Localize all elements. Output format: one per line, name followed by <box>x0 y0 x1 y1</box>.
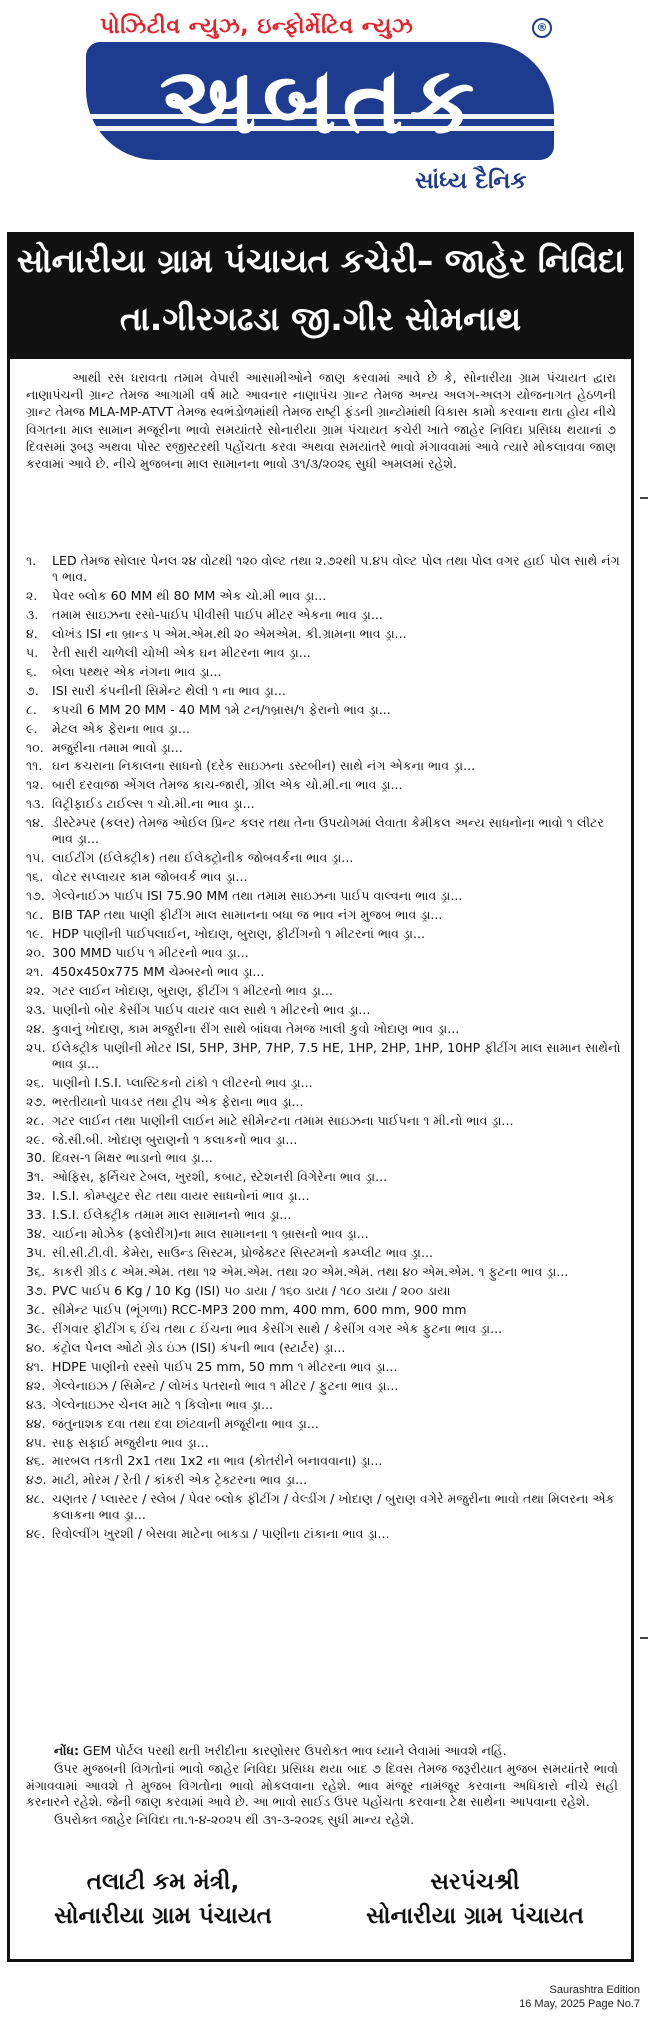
list-item <box>26 1264 626 1280</box>
list-item <box>26 588 626 604</box>
item-number: ૧૯. <box>26 926 44 942</box>
item-number: ૧૨. <box>26 777 44 793</box>
item-text: વિટ્રીફાઈડ ટાઈલ્સ ૧ ચો.મી.ના ભાવ ડ્રા... <box>52 796 255 812</box>
item-text: HDP પાણીની પાઈપલાઈન, ખોદાણ, બુરાણ, ફીટીંગનો ૧ મીટરનાં ભાવ ડ્રા... <box>52 926 426 942</box>
list-item <box>26 850 626 866</box>
list-item <box>26 1150 626 1166</box>
item-number: ૧૭. <box>26 888 45 904</box>
item-number: 3૨. <box>26 1188 46 1204</box>
list-item <box>26 1359 626 1375</box>
list-item <box>26 1283 626 1299</box>
list-item <box>26 1245 626 1261</box>
item-number: 3૮. <box>26 1301 45 1317</box>
list-item <box>26 758 626 774</box>
item-text: 300 MMD પાઈપ ૧ મીટરનો ભાવ ડ્રા... <box>52 945 249 960</box>
item-text: કંટ્રોલ પેનલ ઓટો ગ્રેડ ઇંઝ (ISI) કંપની ભાવ (સ્ટાર્ટર) ડ્રા... <box>52 1339 346 1355</box>
item-number: ૧૬. <box>26 869 44 885</box>
item-text: રીંગવાર ફીટીંગ ૬ ઈંચ તથા ૮ ઈંચના ભાવ કેસીંગ સાથે / કેસીંગ વગર એક ફુટના ભાવ ડ્રા... <box>52 1320 503 1336</box>
item-text: ચણતર / પ્લાસ્ટર / સ્લેબ / પેવર બ્લોક ફીટીંગ / વેલ્ડીંગ / ખોદાણ / બુરાણ વગેરે મજુરીના ભાવો તથા મિલરના એક કલાકના ભાવ ડ્રા... <box>52 1491 615 1523</box>
list-item <box>26 1132 626 1148</box>
item-text: બારી દરવાજા એંગલ તેમજ કાચ-જારી, ગ્રીલ એક ચો.મી.ના ભાવ ડ્રા... <box>52 777 403 793</box>
list-item <box>26 945 626 961</box>
list-item <box>26 721 626 737</box>
item-number: ૭. <box>26 682 39 698</box>
list-item <box>26 777 626 793</box>
list-item <box>26 907 626 923</box>
list-item <box>26 1040 626 1072</box>
item-number: ૪. <box>26 625 38 641</box>
item-number: 30. <box>26 1150 47 1166</box>
list-item <box>26 553 626 585</box>
item-text: કપચી 6 MM 20 MM - 40 MM ૧મે ટન/૧બ્રાસ/૧ ફેરાનો ભાવ ડ્રા... <box>52 701 391 717</box>
item-text: ડીસ્ટેમ્પર (કલર) તેમજ ઓઈલ પ્રિન્ટ કલર તથા તેના ઉપયોગમાં લેવાતા કેમીકલ અન્ય સાધનોના ભાવો ૧ લીટર ભાવ ડ્રા... <box>52 815 604 847</box>
list-item <box>26 1094 626 1110</box>
list-item <box>26 1416 626 1432</box>
item-number: ૪૧. <box>26 1358 44 1374</box>
edition-type: સાંધ્ય દૈનિક <box>415 168 527 194</box>
item-number: ૨. <box>26 588 38 604</box>
item-number: ૧૩. <box>26 796 45 812</box>
item-text: મજુરીના તમામ ભાવો ડ્રા... <box>52 739 183 755</box>
list-item <box>26 1472 626 1488</box>
item-number: ૧. <box>26 553 37 568</box>
item-text: માટી, મોરમ / રેતી / કાંકરી એક ટ્રેક્ટરના ભાવ ડ્રા... <box>52 1472 308 1488</box>
item-number: ૬. <box>26 663 38 679</box>
item-number: ૧૧. <box>26 758 43 774</box>
item-text: 450x450x775 MM ચેમ્બરનો ભાવ ડ્રા... <box>52 963 265 979</box>
list-item <box>26 796 626 812</box>
item-text: HDPE પાણીનો રસ્સો પાઈપ 25 mm, 50 mm ૧ મીટરના ભાવ ડ્રા... <box>52 1358 398 1374</box>
item-text: લોખંડ ISI ના બ્રાન્ડ ૫ એમ.એમ.થી ૨૦ એમએમ. કી.ગ્રામના ભાવ ડ્રા... <box>52 625 407 641</box>
footer-edition: Saurashtra Edition <box>549 1984 640 1996</box>
note-2: ઉપર મુજબની વિગતોનાં ભાવો જાહેર નિવિદા પ્રસિધ્ધ થયા બાદ ૭ દિવસ તેમજ જરૂરીયાત મુજબ સમયાંતરે ભાવો મંગાવવામાં આવશે તે મુજબ વિગતોના ભાવો મોકલવાના રહેશે. ભાવ મંજૂર નામંજૂર કરવાના અધિકારો નીચે સહી કરનારને રહેશે. જેની જાણ કરવામાં આવે છે. આ ભાવો સાઈડ ઉપર પહોંચતા કરવાના ટેક્ષ સાથેના આપવાના રહેશે. <box>26 1760 618 1810</box>
item-text: ISI સારી કંપનીની સિમેન્ટ થેલી ૧ ના ભાવ ડ્રા... <box>52 682 286 698</box>
item-text: તમામ સાઇઝના રસો-પાઈપ પીવીસી પાઈપ મીટર એકના ભાવ ડ્રા... <box>52 606 383 622</box>
list-item <box>26 1226 626 1242</box>
item-number: 33. <box>26 1207 47 1223</box>
item-number: ૫. <box>26 644 39 660</box>
item-text: સાફ સફાઈ મજુરીના ભાવ ડ્રા... <box>52 1434 209 1450</box>
list-item <box>26 1302 626 1318</box>
list-item <box>26 1021 626 1037</box>
note-1 <box>26 1743 618 1760</box>
item-text: ગેલ્વેનાઇઝ / સિમેન્ટ / લોખંડ પતરાનો ભાવ ૧ મીટર / ફુટના ભાવ ડ્રા... <box>52 1377 399 1393</box>
item-number: 3૧. <box>26 1169 45 1185</box>
item-number: ૪૯. <box>26 1526 46 1542</box>
item-text: ગેલ્વેનાઇઝર ચેનલ માટે ૧ કિલોના ભાવ ડ્રા... <box>52 1396 274 1412</box>
list-item <box>26 888 626 904</box>
notice-subtitle: તા.ગીરગઢડા જી.ગીર સોમનાથ <box>119 299 522 338</box>
item-number: ૨૭. <box>26 1093 47 1109</box>
item-number: ૪૮. <box>26 1491 45 1507</box>
item-text: સી.સી.ટી.વી. કેમેરા, સાઉન્ડ સિસ્ટમ, પ્રોજેક્ટર સિસ્ટમનો કમ્પ્લીટ ભાવ ડ્રા... <box>52 1245 434 1261</box>
list-item <box>26 869 626 885</box>
item-number: ૨૯. <box>26 1131 45 1147</box>
item-number: ૨૫. <box>26 1039 46 1055</box>
item-number: ૪૨. <box>26 1377 46 1393</box>
note-3: ઉપરોક્ત જાહેર નિવિદા તા.૧-૪-૨૦૨૫ થી ૩૧-૩-૨૦૨૬ સુધી માન્ય રહેશે. <box>54 1812 415 1828</box>
list-item <box>26 1453 626 1469</box>
list-item <box>26 1491 626 1523</box>
list-item <box>26 683 626 699</box>
item-text: રિવોલ્વીંગ ખુરશી / બેસવા માટેના બાકડા / પાણીના ટાંકાના ભાવ ડ્રા... <box>52 1526 390 1542</box>
list-item <box>26 1435 626 1451</box>
item-number: 3૪. <box>26 1226 46 1242</box>
list-item <box>26 1526 626 1542</box>
item-text: ચાઈના મોઝેક (ફ્લોરીંગ)ના માલ સામાનના ૧ બ્રાસનો ભાવ ડ્રા... <box>52 1226 369 1242</box>
list-item <box>26 1397 626 1413</box>
item-number: ૨૪. <box>26 1020 46 1036</box>
item-text: I.S.I. કોમ્પ્યુટર સેટ તથા વાયર સાધનોનાં ભાવ ડ્રા... <box>52 1188 310 1204</box>
item-number: ૨૩. <box>26 1001 46 1017</box>
notice-intro: આથી રસ ધરાવતા તમામ વેપારી આસામીઓને જાણ કરવામાં આવે છે કે, સોનારીયા ગ્રામ પંચાયત દ્વારા નાણાપંચની ગ્રાન્ટ તેમજ આગામી વર્ષ માટે આવનાર નાણાપંચ ગ્રાન્ટ તેમજ અન્ય અલગ-અલગ યોજનાગત હેઠળની ગ્રાન્ટ તેમજ MLA-MP-ATVT તેમજ સ્વભંડોળમાંથી તેમજ રાષ્ટ્રી ફંડની ગ્રાન્ટોમાંથી વિકાસ કામો કરવાના થતા હોય નીચે વિગતના માલ સામાન મજૂરીના ભાવો સમયાંતરે સોનારીયા ગ્રામ પંચાયત કચેરી ખાતે જાહેર નિવિદા પ્રસિધ્ધ થયાનાં ૭ દિવસમાં રૂબરૂ અથવા પોસ્ટ રજીસ્ટરથી પહોંચતા કરવા અથવા સમયાંતરે ભાવો મંગાવવામાં આવે ત્યારે મોકલાવવા જાણ કરવામાં આવે છે. નીચે મુજબના માલ સામાનના ભાવો ૩૧/૩/૨૦૨૬ સુધી અમલમાં રહેશે. <box>26 370 616 472</box>
list-item <box>26 983 626 999</box>
item-text: જે.સી.બી. ખોદાણ બુરાણનો ૧ કલાકનો ભાવ ડ્રા... <box>52 1131 298 1147</box>
item-number: ૪૬. <box>26 1453 45 1469</box>
item-text: પાણીનો I.S.I. પ્લાસ્ટિકનો ટાંકો ૧ લીટરનો ભાવ ડ્રા... <box>52 1074 313 1090</box>
item-text: I.S.I. ઈલેક્ટ્રીક તમામ માલ સામાનનો ભાવ ડ્રા... <box>52 1207 292 1223</box>
item-number: ૧૦. <box>26 739 44 755</box>
item-text: મેટલ એક ફેરાના ભાવ ડ્રા... <box>52 720 191 736</box>
item-text: લાઈટીંગ (ઈલેક્ટ્રીક) તથા ઈલેક્ટ્રોનીક જોબવર્કના ભાવ ડ્રા... <box>52 850 354 866</box>
item-number: ૪૪. <box>26 1415 46 1431</box>
item-text: ગટર લાઈન ખોદાણ, બુરાણ, ફીટીંગ ૧ મીટરનો ભાવ ડ્રા... <box>52 982 333 998</box>
logo-text: અબતક <box>159 47 481 154</box>
item-text: દિવસ-૧ મિક્ષર ભાડાનો ભાવ ડ્રા... <box>52 1150 213 1166</box>
notice-notes <box>26 1743 618 1830</box>
list-item <box>26 1340 626 1356</box>
list-item <box>26 815 626 847</box>
item-text: પાણીનો બોર કેસીંગ પાઈપ વાયર વાલ સાથે ૧ મીટરનો ભાવ ડ્રા... <box>52 1001 371 1017</box>
list-item <box>26 1188 626 1204</box>
item-number: ૨૬. <box>26 1074 45 1090</box>
list-item <box>26 626 626 642</box>
footer-date-page: 16 May, 2025 Page No.7 <box>519 1998 640 2010</box>
item-number: ૨૮. <box>26 1112 45 1128</box>
item-text: ભરતીયાનો પાવડર તથા ટ્રીપ એક ફેરાના ભાવ ડ્રા... <box>52 1093 304 1109</box>
item-text: મારબલ તકતી 2x1 તથા 1x2 ના ભાવ (કોતરીને બનાવવાના) ડ્રા... <box>52 1453 383 1469</box>
item-number: ૪૭. <box>26 1472 47 1488</box>
item-text: પેવર બ્લોક 60 MM થી 80 MM એક ચો.મી ભાવ ડ્રા... <box>52 588 327 604</box>
masthead-tagline: પોઝિટીવ ન્યુઝ, ઇન્ફોર્મેટિવ ન્યુઝ <box>100 14 414 39</box>
item-text: સીમેન્ટ પાઈપ (ભૂંગળા) RCC-MP3 200 mm, 400 mm, 600 mm, 900 mm <box>52 1301 467 1317</box>
item-text: LED તેમજ સોલાર પેનલ ૨૪ વોટથી ૧૨૦ વોલ્ટ તથા ૨.૭૨થી ૫.૪૫ વોલ્ટ પોલ તથા પોલ વગર હાઈ પોલ સાથે નંગ ૧ ભાવ. <box>52 553 620 585</box>
list-item <box>26 645 626 661</box>
masthead <box>0 0 648 230</box>
item-number: ૪૦. <box>26 1339 46 1355</box>
notice-title-bar <box>10 235 631 359</box>
item-text: ઘન કચરાના નિકાલના સાધનો (દરેક સાઇઝના ડસ્ટબીન) સાથે નંગ એકના ભાવ ડ્રા... <box>52 758 476 774</box>
list-item <box>26 607 626 623</box>
note-1-text: GEM પોર્ટલ પરથી થતી ખરીદીના કારણોસર ઉપરોક્ત ભાવ ધ્યાને લેવામાં આવશે નહિં. <box>82 1743 507 1758</box>
item-number: ૩. <box>26 606 39 622</box>
item-text: કાકરી ગ્રીડ ૮ એમ.એમ. તથા ૧૨ એમ.એમ. તથા ૨૦ એમ.એમ. તથા ૪૦ એમ.એમ. ૧ ફુટના ભાવ ડ્રા... <box>52 1264 569 1280</box>
notice-title: સોનારીયા ગ્રામ પંચાયત કચેરી– જાહેર નિવિદા <box>16 241 625 280</box>
item-number: 3૭. <box>26 1283 47 1299</box>
list-item <box>26 926 626 942</box>
list-item <box>26 1378 626 1394</box>
item-text: જંતુનાશક દવા તથા દવા છાંટવાની મજૂરીના ભાવ ડ્રા... <box>52 1415 319 1431</box>
list-item <box>26 1169 626 1185</box>
signature-talati-org: સોનારીયા ગ્રામ પંચાયત <box>54 1903 272 1929</box>
item-text: ગેલ્વેનાઈઝ પાઈપ ISI 75.90 MM તથા તમામ સાઇઝના પાઈપ વાલ્વના ભાવ ડ્રા... <box>52 888 463 904</box>
list-item <box>26 740 626 756</box>
margin-mark <box>640 497 648 499</box>
list-item <box>26 1113 626 1129</box>
item-number: ૪૫. <box>26 1434 47 1450</box>
signature-talati <box>28 1865 298 1933</box>
signature-talati-title: તલાટી કમ મંત્રી, <box>86 1869 240 1895</box>
item-text: બેલા પથ્થર એક નંગના ભાવ ડ્રા... <box>52 663 222 679</box>
list-item <box>26 1321 626 1337</box>
list-item <box>26 1075 626 1091</box>
margin-mark <box>640 1637 648 1639</box>
page-footer <box>519 1983 640 2011</box>
signature-sarpanch-title: સરપંચશ્રી <box>430 1869 520 1895</box>
item-number: 3૫. <box>26 1245 47 1261</box>
item-text: રેતી સારી ચાળેલી ચોખી એક ઘન મીટરના ભાવ ડ્રા... <box>52 644 311 660</box>
item-text: PVC પાઈપ 6 Kg / 10 Kg (ISI) ૫૦ ડાયા / ૧૬૦ ડાયા / ૧૮૦ ડાયા / ૨૦૦ ડાયા <box>52 1283 451 1299</box>
item-text: ઈલેક્ટ્રીક પાણીની મોટર ISI, 5HP, 3HP, 7HP, 7.5 HE, 1HP, 2HP, 1HP, 10HP ફીટીંગ માલ સામાન સાથેનો ભાવ ડ્રા... <box>52 1039 621 1071</box>
item-text: ગટર લાઈન તથા પાણીની લાઈન માટે સીમેન્ટના તમામ સાઇઝના પાઈપના ૧ મી.નો ભાવ ડ્રા... <box>52 1112 514 1128</box>
list-item <box>26 664 626 680</box>
item-number: ૧૮. <box>26 907 44 923</box>
item-number: ૨૧. <box>26 963 44 979</box>
item-text: કુવાનું ખોદાણ, કામ મજુરીના રીંગ સાથે બાંધવા તેમજ ખાલી કુવો ખોદાણ ભાવ ડ્રા... <box>52 1020 460 1036</box>
item-text: ઓફિસ, ફર્નિચર ટેબલ, ખુરશી, કબાટ, સ્ટેશનરી વિગેરેના ભાવ ડ્રા... <box>52 1169 388 1185</box>
list-item <box>26 1207 626 1223</box>
list-item <box>26 964 626 980</box>
tender-notice <box>7 232 634 1962</box>
item-number: ૧૪. <box>26 815 44 831</box>
item-number: 3૯. <box>26 1320 46 1336</box>
signature-sarpanch-org: સોનારીયા ગ્રામ પંચાયત <box>366 1903 584 1929</box>
item-number: ૮. <box>26 701 37 717</box>
item-number: ૧૫. <box>26 850 45 866</box>
registered-mark: ® <box>532 18 552 38</box>
item-text: BIB TAP તથા પાણી ફીટીંગ માલ સામાનના બધા જ ભાવ નંગ મુજબ ભાવ ડ્રા... <box>52 907 443 923</box>
signature-sarpanch <box>335 1865 615 1933</box>
item-number: ૨૨. <box>26 982 45 998</box>
item-text: વોટર સપ્લાયર કામ જોબવર્ક ભાવ ડ્રા... <box>52 869 248 885</box>
item-number: ૪૩. <box>26 1396 47 1412</box>
newspaper-logo <box>86 42 554 160</box>
list-item <box>26 702 626 718</box>
item-number: ૯. <box>26 720 38 736</box>
item-number: ૨૦. <box>26 945 45 960</box>
note-label: નોંધ: <box>54 1743 79 1758</box>
item-list <box>26 553 626 1545</box>
list-item <box>26 1002 626 1018</box>
item-number: 3૬. <box>26 1264 46 1280</box>
